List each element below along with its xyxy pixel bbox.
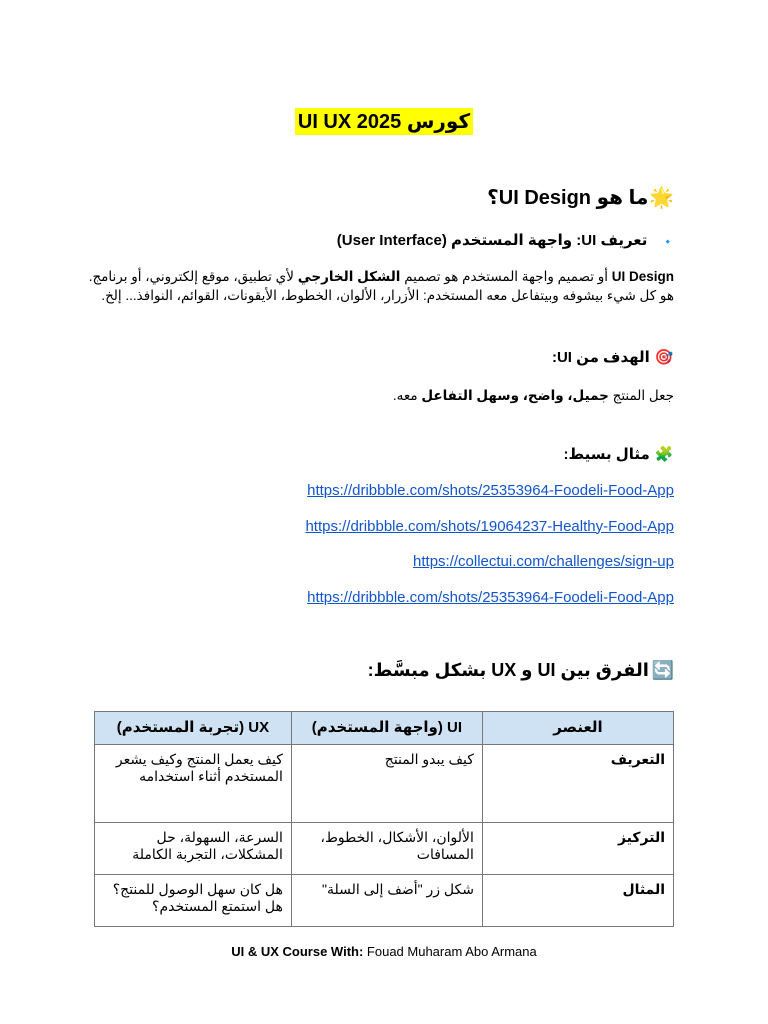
repeat-arrows-icon: 🔄	[651, 660, 674, 680]
section-heading-text: مثال بسيط:	[563, 446, 650, 463]
title-wrap	[0, 108, 768, 135]
table-header-row	[95, 712, 674, 745]
column-header-ux: UX (تجربة المستخدم)	[95, 712, 292, 745]
row-label: التركيز	[482, 823, 673, 875]
page-title: كورس UI UX 2025	[295, 108, 473, 135]
section-goal-heading	[552, 348, 674, 366]
table-cell: كيف يبدو المنتج	[291, 745, 482, 823]
table-cell: الألوان، الأشكال، الخطوط، المسافات	[291, 823, 482, 875]
goal-text-pre: جعل المنتج	[608, 388, 674, 403]
section-heading-text: الفرق بين UI و UX بشكل مبسَّط:	[367, 660, 649, 680]
table-cell: السرعة، السهولة، حل المشكلات، التجربة الكاملة	[95, 823, 292, 875]
example-links	[305, 481, 674, 623]
row-label: التعريف	[482, 745, 673, 823]
diamond-bullet-icon: 🔹	[661, 237, 674, 248]
column-header-ui: UI (واجهة المستخدم)	[291, 712, 482, 745]
subheading-text: تعريف UI: واجهة المستخدم (User Interface)	[336, 232, 648, 249]
paragraph-text-2: لأي تطبيق، موقع إلكتروني، أو برنامج.	[88, 269, 298, 284]
section-example-heading	[564, 445, 674, 463]
example-link[interactable]: https://dribbble.com/shots/25353964-Foodeli-Food-App	[307, 588, 674, 606]
column-header-element: العنصر	[482, 712, 673, 745]
footer-label: UI & UX Course With:	[231, 944, 364, 959]
goal-text-bold: جميل، واضح، وسهل التفاعل	[421, 388, 609, 403]
example-link[interactable]: https://dribbble.com/shots/19064237-Healthy-Food-App	[305, 517, 674, 535]
puzzle-icon: 🧩	[654, 446, 674, 463]
section-what-is-ui-heading	[487, 185, 674, 210]
example-link[interactable]: https://dribbble.com/shots/25353964-Foodeli-Food-App	[307, 482, 674, 499]
example-link[interactable]: https://collectui.com/challenges/sign-up	[413, 553, 674, 570]
goal-paragraph	[84, 386, 674, 405]
table-cell: هل كان سهل الوصول للمنتج؟ هل استمتع المستخدم؟	[95, 875, 292, 927]
paragraph-text: أو تصميم واجهة المستخدم هو تصميم	[400, 269, 612, 284]
paragraph-line-2: هو كل شيء بيشوفه وبيتفاعل معه المستخدم: الأزرار، الألوان، الخطوط، الأيقونات، القوائم، النوافذ... إلخ.	[101, 288, 674, 303]
section-heading-text: ما هو UI Design؟	[487, 187, 649, 209]
footer	[0, 944, 768, 959]
section-difference-heading	[368, 660, 674, 681]
star-icon: 🌟	[649, 187, 674, 209]
comparison-table	[94, 711, 674, 927]
ui-definition-subheading	[337, 231, 674, 249]
table-row	[95, 875, 674, 927]
table-cell: شكل زر "أضف إلى السلة"	[291, 875, 482, 927]
table-row	[95, 745, 674, 823]
goal-text-post: معه.	[392, 388, 422, 403]
paragraph-line-1	[84, 267, 674, 286]
table-row	[95, 823, 674, 875]
target-icon: 🎯	[654, 349, 674, 366]
footer-author: Fouad Muharam Abo Armana	[363, 944, 537, 959]
row-label: المثال	[482, 875, 673, 927]
paragraph-bold: الشكل الخارجي	[297, 269, 401, 284]
section-heading-text: الهدف من UI:	[551, 349, 650, 366]
table-cell: كيف يعمل المنتج وكيف يشعر المستخدم أثناء استخدامه	[95, 745, 292, 823]
term-ui-design: UI Design	[611, 269, 674, 284]
ui-definition-paragraph	[84, 267, 674, 305]
